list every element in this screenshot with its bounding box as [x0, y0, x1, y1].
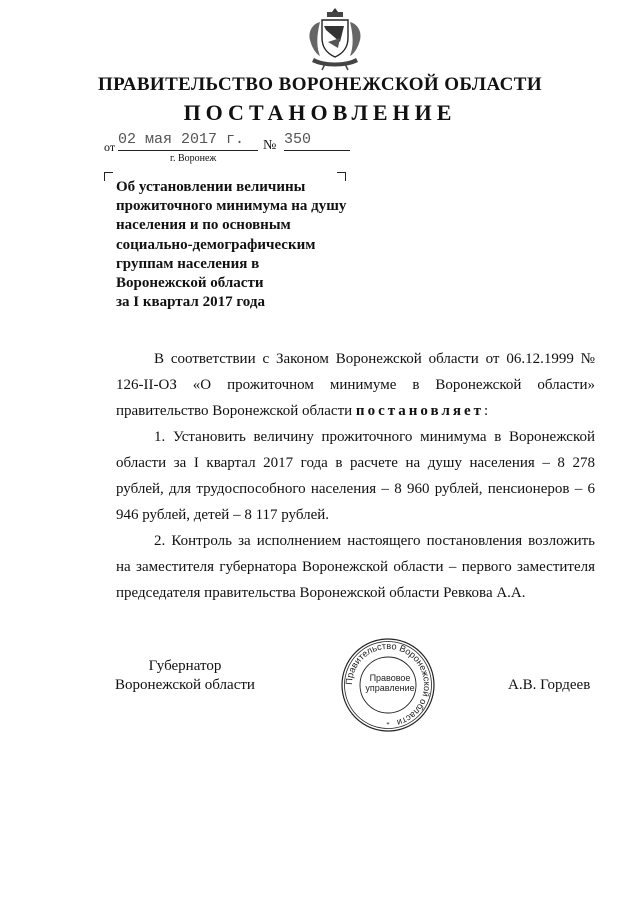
subject-line: прожиточного минимума на душу [116, 198, 347, 215]
stamp-inner-line2: управление [365, 683, 415, 693]
item-2-paragraph: 2. Контроль за исполнением настоящего постановления возложить на заместителя губернатора Воронежской области – первого заместителя председателя правительства Воронежской области Ревкова А.А. [116, 533, 595, 601]
date-prefix: от [104, 140, 116, 154]
preamble-paragraph [116, 346, 595, 424]
subject-line: за I квартал 2017 года [116, 294, 265, 311]
subject-heading [116, 178, 356, 312]
decree-word: постановляет [355, 403, 485, 419]
stamp-inner-line1: Правовое [369, 673, 411, 683]
stamp-ring-text: Правительство Воронежской области [343, 640, 433, 728]
document-date: 02 мая 2017 г. [118, 131, 258, 151]
signatory-name: А.В. Гордеев [508, 677, 591, 693]
item-1-paragraph: 1. Установить величину прожиточного минимума в Воронежской области за I квартал 2017 года в расчете на душу населения – 8 278 рублей, для трудоспособного населения – 8 960 рублей, пенсионеров – 6 946 рублей, детей – 8 117 рублей. [116, 429, 595, 523]
signatory-title [100, 657, 270, 695]
preamble-text: В соответствии с Законом Воронежской области от 06.12.1999 № 126-II-ОЗ «О прожиточном минимуме в Воронежской области» правительство Воронежской области [116, 351, 595, 419]
organization-title: ПРАВИТЕЛЬСТВО ВОРОНЕЖСКОЙ ОБЛАСТИ [97, 74, 543, 95]
subject-line: группам населения в [116, 255, 260, 272]
signatory-title-line1: Губернатор [148, 658, 222, 674]
subject-line: социально-демографическим [116, 236, 316, 253]
signatory-title-line2: Воронежской области [115, 677, 255, 693]
subject-line: Воронежской области [116, 275, 264, 292]
document-number: 350 [284, 131, 350, 151]
coat-of-arms-emblem [300, 6, 370, 72]
stamp-inner-text [365, 673, 415, 693]
document-type-title: ПОСТАНОВЛЕНИЕ [183, 100, 457, 125]
document-body [116, 346, 595, 606]
decree-colon: : [484, 403, 489, 419]
city-label: г. Воронеж [170, 153, 217, 164]
svg-text:*: * [386, 721, 390, 729]
subject-line: Об установлении величины [116, 179, 306, 195]
subject-corner-left [104, 172, 113, 181]
number-label: № [263, 138, 277, 153]
subject-line: населения и по основным [116, 217, 291, 234]
